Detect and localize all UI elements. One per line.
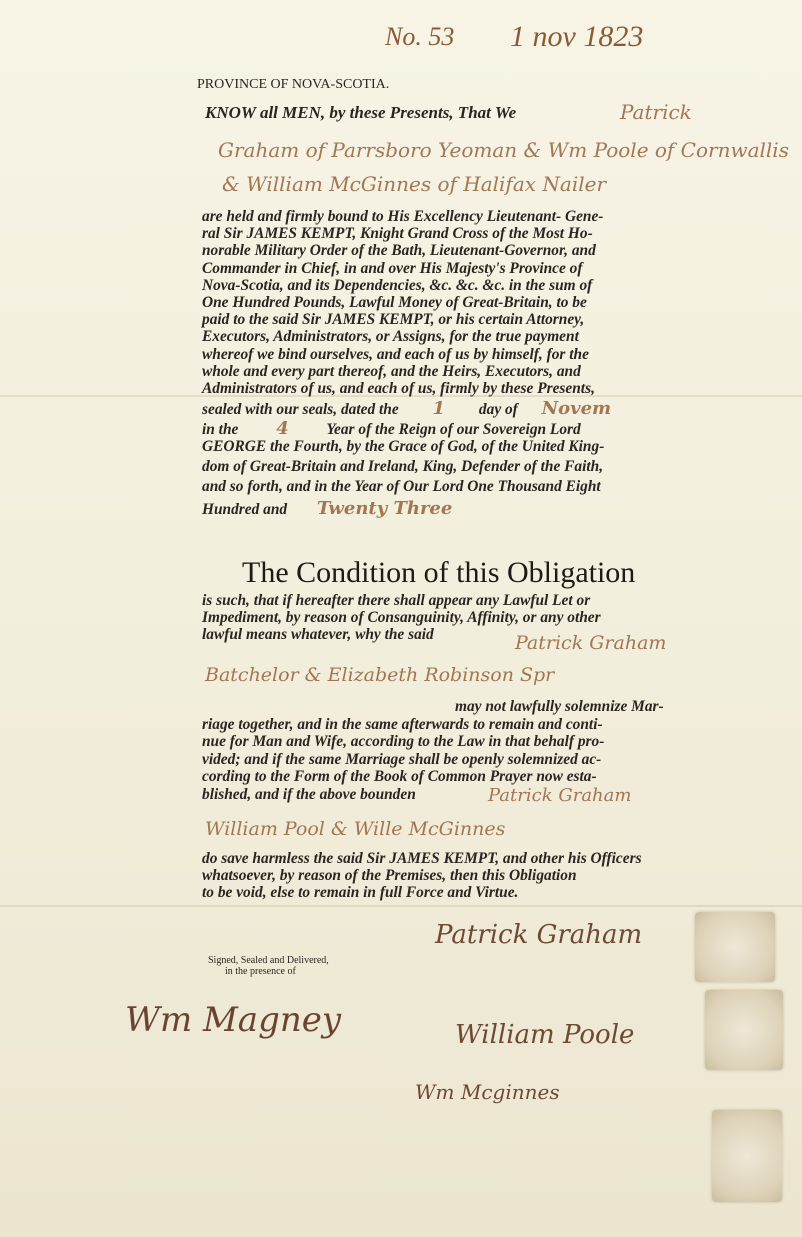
sealed-mid: day of (478, 401, 518, 418)
text-line: Executors, Administrators, or Assigns, for the true payment (202, 328, 579, 346)
text-line: is such, that if hereafter there shall appear any Lawful Let or (202, 592, 591, 609)
condition-name-2: Batchelor & Elizabeth Robinson Spr (205, 664, 555, 686)
sealed-day: 1 (432, 398, 446, 419)
signature-patrick-graham: Patrick Graham (435, 920, 643, 950)
condition-name-1: Patrick Graham (515, 632, 667, 654)
text-line: Administrators of us, and each of us, firmly by these Presents, (202, 380, 595, 397)
regnal-prefix: in the (202, 421, 239, 438)
text-line: GEORGE the Fourth, by the Grace of God, of the United King- (202, 438, 605, 455)
regnal-year: 4 (276, 418, 289, 439)
condition-title: The Condition of this Obligation (242, 556, 636, 589)
text-line: lawful means whatever, why the said (202, 626, 434, 643)
regnal-line (202, 418, 581, 439)
text-line: dom of Great-Britain and Ireland, King, Defender of the Faith, (202, 458, 604, 475)
province-heading: PROVINCE OF NOVA-SCOTIA. (197, 77, 390, 92)
bond-name-3: & William McGinnes of Halifax Nailer (222, 172, 607, 196)
text-line: vided; and if the same Marriage shall be openly solemnized ac- (202, 750, 602, 768)
fold-line (0, 905, 802, 907)
signature-william-poole: William Poole (455, 1020, 635, 1050)
text-line: Impediment, by reason of Consanguinity, Affinity, or any other (202, 609, 601, 626)
bounden-name-2: William Pool & Wille McGinnes (205, 818, 506, 840)
text-line: whole and every part thereof, and the Heirs, Executors, and (202, 362, 581, 380)
text-line: are held and firmly bound to His Excellency Lieutenant- Gene- (202, 208, 604, 225)
hundred-year-words: Twenty Three (316, 498, 453, 519)
regnal-suffix: Year of the Reign of our Sovereign Lord (326, 421, 581, 438)
wax-seal (695, 912, 775, 982)
text-line: ral Sir JAMES KEMPT, Knight Grand Cross of the Most Ho- (202, 225, 593, 243)
document-number: No. 53 (385, 22, 455, 51)
signature-witness: Wm Magney (125, 1000, 342, 1040)
text-line: may not lawfully solemnize Mar- (455, 698, 664, 715)
text-line: paid to the said Sir JAMES KEMPT, or his certain Attorney, (202, 311, 585, 329)
text-line: whatsoever, by reason of the Premises, then this Obligation (202, 867, 577, 884)
bond-name-2: Graham of Parrsboro Yeoman & Wm Poole of Cornwallis (218, 138, 789, 162)
witness-label-2: in the presence of (225, 966, 296, 977)
bond-name-1: Patrick (620, 100, 692, 124)
text-line: Commander in Chief, in and over His Majesty's Province of (202, 259, 583, 277)
signature-mcginnes: Wm Mcginnes (415, 1080, 560, 1104)
text-line: cording to the Form of the Book of Common Prayer now esta- (202, 768, 597, 785)
wax-seal (712, 1110, 782, 1202)
text-line: Nova-Scotia, and its Dependencies, &c. &c. &c. in the sum of (202, 276, 593, 294)
text-line: riage together, and in the same afterwards to remain and conti- (202, 715, 603, 733)
text-line: and so forth, and in the Year of Our Lord One Thousand Eight (202, 478, 601, 495)
bond-intro: KNOW all MEN, by these Presents, That We (205, 103, 517, 122)
text-line: One Hundred Pounds, Lawful Money of Great-Britain, to be (202, 294, 587, 311)
text-line: nue for Man and Wife, according to the Law in that behalf pro- (202, 733, 605, 750)
text-line: do save harmless the said Sir JAMES KEMPT, and other his Officers (202, 850, 642, 867)
hundred-line (202, 498, 452, 519)
text-line: blished, and if the above bounden (202, 785, 416, 803)
text-line: norable Military Order of the Bath, Lieutenant-Governor, and (202, 242, 596, 260)
sealed-month: Novem (541, 398, 612, 419)
hundred-prefix: Hundred and (202, 501, 288, 518)
witness-label-1: Signed, Sealed and Delivered, (208, 955, 329, 966)
text-line: whereof we bind ourselves, and each of us by himself, for the (202, 345, 589, 363)
text-line: to be void, else to remain in full Force and Virtue. (202, 884, 519, 901)
wax-seal (705, 990, 783, 1070)
sealed-line (202, 398, 611, 419)
bounden-name-1: Patrick Graham (488, 785, 632, 806)
document-date: 1 nov 1823 (510, 20, 644, 53)
sealed-prefix: sealed with our seals, dated the (202, 401, 399, 418)
